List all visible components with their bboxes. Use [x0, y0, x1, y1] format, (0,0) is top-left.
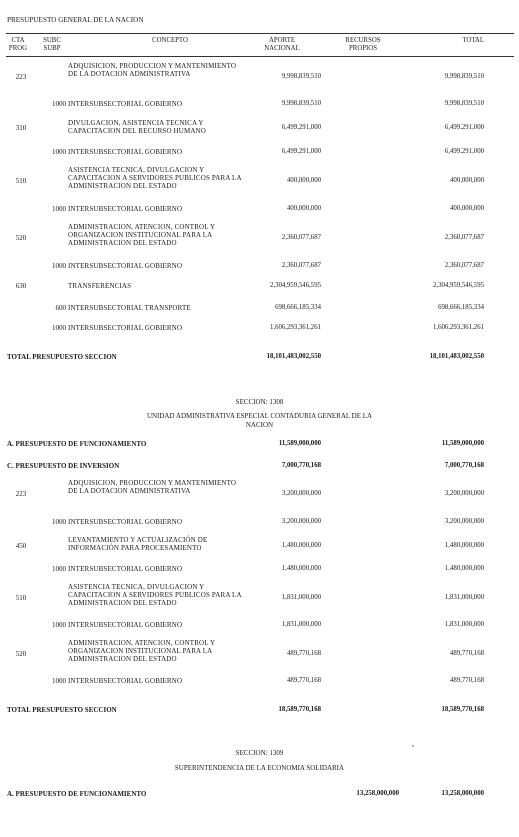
total-value: 3,200,000,000 [444, 490, 484, 497]
section-heading: SECCION: 1309 [235, 749, 284, 757]
scan-speck [412, 745, 414, 747]
cta-code: 630 [15, 282, 27, 290]
total-value: 400,000,000 [450, 177, 484, 184]
concept-text: INTERSUBSECTORIAL GOBIERNO [68, 677, 183, 685]
col-propios-label: PROPIOS [349, 45, 377, 52]
section-total-value: 18,589,770,168 [441, 706, 484, 713]
page-title: PRESUPUESTO GENERAL DE LA NACION [7, 16, 144, 24]
total-value: 1,480,000,000 [444, 542, 484, 549]
total-value: 1,606,293,361,261 [433, 324, 484, 331]
section-total-aporte: 18,589,770,168 [278, 706, 321, 713]
inversion-aporte: 7,000,770,168 [281, 462, 321, 469]
aporte-value: 6,499,291,000 [281, 148, 321, 155]
concept-text: INTERSUBSECTORIAL GOBIERNO [68, 565, 183, 573]
aporte-value: 2,304,959,546,595 [270, 282, 321, 289]
col-prog-label: PROG [8, 45, 28, 52]
cta-code: 310 [15, 124, 27, 132]
concept-text: LEVANTAMIENTO Y ACTUALIZACIÓN DE INFORMACIÓN PARA PROCESAMIENTO [68, 536, 208, 552]
concept-text: INTERSUBSECTORIAL GOBIERNO [68, 262, 183, 270]
section-total-label: TOTAL PRESUPUESTO SECCION [7, 706, 117, 714]
aporte-value: 698,666,185,334 [275, 304, 321, 311]
aporte-value: 400,000,000 [287, 205, 321, 212]
concept-text: ADMINISTRACION, ATENCION, CONTROL Y ORGANIZACION INSTITUCIONAL PARA LA ADMINISTRACION DEL ESTADO [68, 639, 215, 663]
aporte-value: 1,480,000,000 [281, 542, 321, 549]
section-total-aporte: 18,101,483,002,550 [266, 353, 321, 360]
section-heading: SECCION: 1308 [235, 398, 284, 406]
subc-code: 600 [55, 304, 66, 312]
col-aporte [250, 37, 314, 53]
funcionamiento-propios: 13,258,000,000 [356, 790, 399, 797]
total-value: 698,666,185,334 [438, 304, 484, 311]
funcionamiento-label: A. PRESUPUESTO DE FUNCIONAMIENTO [7, 790, 147, 798]
aporte-value: 489,770,168 [287, 677, 321, 684]
concept-text: DIVULGACION, ASISTENCIA TECNICA Y CAPACITACION DEL RECURSO HUMANO [68, 119, 206, 135]
total-value: 1,480,000,000 [444, 565, 484, 572]
entity-name-line2: NACION [245, 421, 274, 429]
col-recursos [333, 37, 393, 53]
cta-code: 510 [15, 177, 27, 185]
total-value: 400,000,000 [450, 205, 484, 212]
total-value: 489,770,168 [450, 650, 484, 657]
cta-code: 223 [15, 73, 27, 81]
aporte-value: 9,998,839,510 [281, 73, 321, 80]
concept-text: INTERSUBSECTORIAL GOBIERNO [68, 621, 183, 629]
total-value: 2,304,959,546,595 [433, 282, 484, 289]
concept-text: ASISTENCIA TECNICA, DIVULGACION Y CAPACITACION A SERVIDORES PUBLICOS PARA LA ADMINISTRACION DEL ESTADO [68, 166, 242, 190]
inversion-total: 7,000,770,168 [444, 462, 484, 469]
col-aporte-label: APORTE [268, 37, 296, 44]
concept-text: INTERSUBSECTORIAL TRANSPORTE [68, 304, 191, 312]
aporte-value: 3,200,000,000 [281, 490, 321, 497]
concept-text: INTERSUBSECTORIAL GOBIERNO [68, 148, 183, 156]
total-value: 9,998,839,510 [444, 73, 484, 80]
entity-name-line1: UNIDAD ADMINISTRATIVA ESPECIAL CONTADURIA GENERAL DE LA [146, 412, 373, 420]
funcionamiento-total: 13,258,000,000 [441, 790, 484, 797]
aporte-value: 2,360,077,687 [281, 262, 321, 269]
cta-code: 510 [15, 594, 27, 602]
entity-name: SUPERINTENDENCIA DE LA ECONOMIA SOLIDARIA [174, 764, 345, 772]
aporte-value: 3,200,000,000 [281, 518, 321, 525]
concept-text: INTERSUBSECTORIAL GOBIERNO [68, 324, 183, 332]
total-value: 1,831,000,000 [444, 621, 484, 628]
aporte-value: 1,606,293,361,261 [270, 324, 321, 331]
concept-text: INTERSUBSECTORIAL GOBIERNO [68, 518, 183, 526]
subc-code: 1000 [52, 324, 66, 332]
concept-text: ADMINISTRACION, ATENCION, CONTROL Y ORGANIZACION INSTITUCIONAL PARA LA ADMINISTRACION DEL ESTADO [68, 223, 215, 247]
total-value: 2,360,077,687 [444, 262, 484, 269]
aporte-value: 1,831,000,000 [281, 594, 321, 601]
concept-text: ASISTENCIA TECNICA, DIVULGACION Y CAPACITACION A SERVIDORES PUBLICOS PARA LA ADMINISTRACION DEL ESTADO [68, 583, 242, 607]
section-total-value: 18,101,483,002,550 [429, 353, 484, 360]
cta-code: 520 [15, 650, 27, 658]
section-total-label: TOTAL PRESUPUESTO SECCION [7, 353, 117, 361]
total-value: 6,499,291,000 [444, 124, 484, 131]
total-value: 6,499,291,000 [444, 148, 484, 155]
aporte-value: 1,831,000,000 [281, 621, 321, 628]
subc-code: 1000 [52, 148, 66, 156]
col-recursos-label: RECURSOS [345, 37, 381, 44]
inversion-label: C. PRESUPUESTO DE INVERSION [7, 462, 120, 470]
concept-text: ADQUISICION, PRODUCCION Y MANTENIMIENTO DE LA DOTACION ADMINISTRATIVA [68, 479, 237, 495]
col-cta-label: CTA [11, 37, 25, 44]
total-value: 9,998,839,510 [444, 100, 484, 107]
cta-code: 223 [15, 490, 27, 498]
subc-code: 1000 [52, 262, 66, 270]
subc-code: 1000 [52, 621, 66, 629]
subc-code: 1000 [52, 100, 66, 108]
aporte-value: 6,499,291,000 [281, 124, 321, 131]
subc-code: 1000 [52, 677, 66, 685]
funcionamiento-aporte: 11,589,000,000 [278, 440, 321, 447]
col-total: TOTAL [462, 37, 484, 44]
cta-code: 520 [15, 234, 27, 242]
total-value: 3,200,000,000 [444, 518, 484, 525]
concept-text: INTERSUBSECTORIAL GOBIERNO [68, 205, 183, 213]
subc-code: 1000 [52, 518, 66, 526]
aporte-value: 489,770,168 [287, 650, 321, 657]
total-value: 1,831,000,000 [444, 594, 484, 601]
header-bottom-rule [6, 56, 514, 57]
subc-code: 1000 [52, 205, 66, 213]
aporte-value: 1,480,000,000 [281, 565, 321, 572]
total-value: 489,770,168 [450, 677, 484, 684]
aporte-value: 400,000,000 [287, 177, 321, 184]
col-nacional-label: NACIONAL [264, 45, 300, 52]
col-subc-subp [38, 37, 66, 53]
aporte-value: 9,998,839,510 [281, 100, 321, 107]
col-subp-label: SUBP [43, 45, 61, 52]
cta-code: 450 [15, 542, 27, 550]
concept-text: INTERSUBSECTORIAL GOBIERNO [68, 100, 183, 108]
concept-text: TRANSFERENCIAS [68, 282, 132, 290]
aporte-value: 2,360,077,687 [281, 234, 321, 241]
funcionamiento-label: A. PRESUPUESTO DE FUNCIONAMIENTO [7, 440, 147, 448]
funcionamiento-total: 11,589,000,000 [441, 440, 484, 447]
subc-code: 1000 [52, 565, 66, 573]
header-top-rule [6, 33, 514, 34]
col-subc-label: SUBC [43, 37, 61, 44]
col-concepto: CONCEPTO [152, 37, 188, 44]
total-value: 2,360,077,687 [444, 234, 484, 241]
concept-text: ADQUISICION, PRODUCCION Y MANTENIMIENTO DE LA DOTACION ADMINISTRATIVA [68, 62, 237, 78]
col-cta-prog [6, 37, 30, 53]
